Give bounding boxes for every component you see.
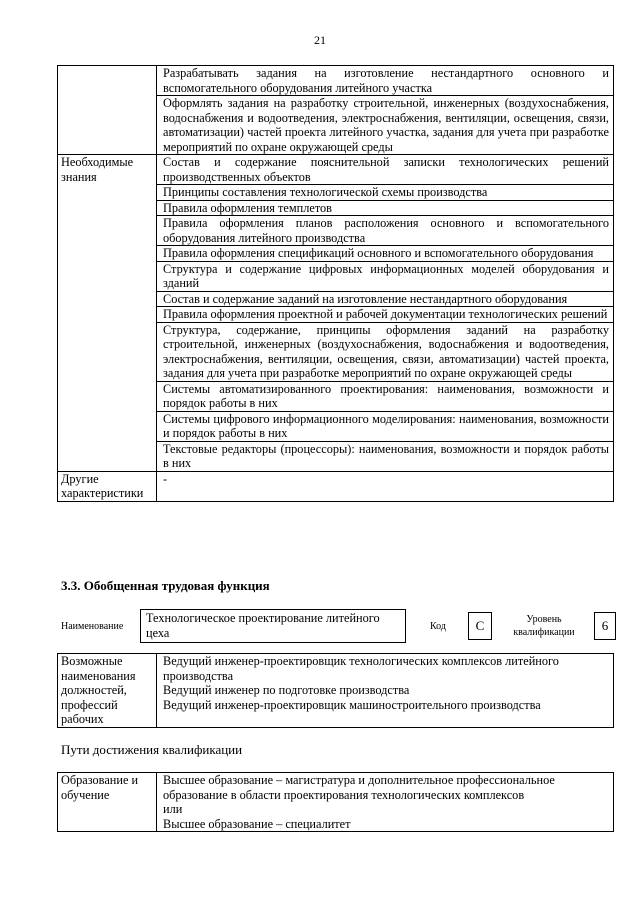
list-item: Высшее образование – магистратура и дополнительное профессиональное образование в области проектирования технологических комплексов <box>163 773 555 802</box>
table-row <box>58 471 614 501</box>
section-heading: 3.3. Обобщенная трудовая функция <box>61 578 270 593</box>
code-label: Код <box>430 621 446 632</box>
row-label <box>58 66 157 155</box>
row-content: Структура, содержание, принципы оформления заданий на разработку строительной, инженерных (воздухоснабжения, водоснабжения и водоотведения, электроснабжения, вентиляции, освещения, связи, автоматизации) частей проекта, задания для учета при разработке мероприятий по охране окружающей среды <box>157 322 614 381</box>
row-content: Правила оформления проектной и рабочей документации технологических решений <box>157 307 614 323</box>
row-content: Системы автоматизированного проектирования: наименования, возможности и порядок работы в них <box>157 381 614 411</box>
code-value: C <box>468 612 492 640</box>
education-label: Образование и обучение <box>58 773 157 832</box>
positions-table <box>57 653 614 728</box>
row-content: Принципы составления технологической схемы производства <box>157 185 614 201</box>
list-item: Ведущий инженер-проектировщик машиностроительного производства <box>163 697 541 712</box>
positions-label: Возможные наименования должностей, профессий рабочих <box>58 654 157 728</box>
table-row <box>58 155 614 185</box>
list-item: Ведущий инженер по подготовке производства <box>163 683 410 697</box>
list-item: или <box>163 802 183 816</box>
table-row <box>58 654 614 728</box>
page-number: 21 <box>314 33 326 47</box>
table-row <box>58 66 614 96</box>
education-table <box>57 772 614 832</box>
row-label: Другие характеристики <box>58 471 157 501</box>
name-value: Технологическое проектирование литейного цеха <box>140 609 406 643</box>
qualification-heading: Пути достижения квалификации <box>61 742 243 757</box>
table-row <box>58 773 614 832</box>
name-label: Наименование <box>61 621 124 632</box>
row-content: Состав и содержание пояснительной записки технологических решений производственных объектов <box>157 155 614 185</box>
row-content: Системы цифрового информационного моделирования: наименования, возможности и порядок работы в них <box>157 411 614 441</box>
row-content: Разрабатывать задания на изготовление нестандартного основного и вспомогательного оборудования литейного участка <box>157 66 614 96</box>
row-content: Правила оформления планов расположения основного и вспомогательного оборудования литейного производства <box>157 216 614 246</box>
row-content: Правила оформления спецификаций основного и вспомогательного оборудования <box>157 246 614 262</box>
list-item: Ведущий инженер-проектировщик технологических комплексов литейного производства <box>163 654 559 683</box>
row-content: Текстовые редакторы (процессоры): наименования, возможности и порядок работы в них <box>157 441 614 471</box>
education-content <box>157 773 614 832</box>
knowledge-table <box>57 65 614 502</box>
row-content: Структура и содержание цифровых информационных моделей оборудования и зданий <box>157 261 614 291</box>
list-item: Высшее образование – специалитет <box>163 816 351 831</box>
row-label: Необходимые знания <box>58 155 157 472</box>
positions-content <box>157 654 614 728</box>
level-label: Уровень квалификации <box>513 614 575 638</box>
row-content: Оформлять задания на разработку строительной, инженерных (воздухоснабжения, водоснабжения и водоотведения, электроснабжения, вентиляции, освещения, связи, автоматизации) частей проекта литейного участка, задания для учета при разработке мероприятий по охране окружающей среды <box>157 96 614 155</box>
function-header <box>58 607 618 647</box>
row-content: Правила оформления темплетов <box>157 200 614 216</box>
row-content: - <box>157 471 614 501</box>
row-content: Состав и содержание заданий на изготовление нестандартного оборудования <box>157 291 614 307</box>
level-value: 6 <box>594 612 616 640</box>
